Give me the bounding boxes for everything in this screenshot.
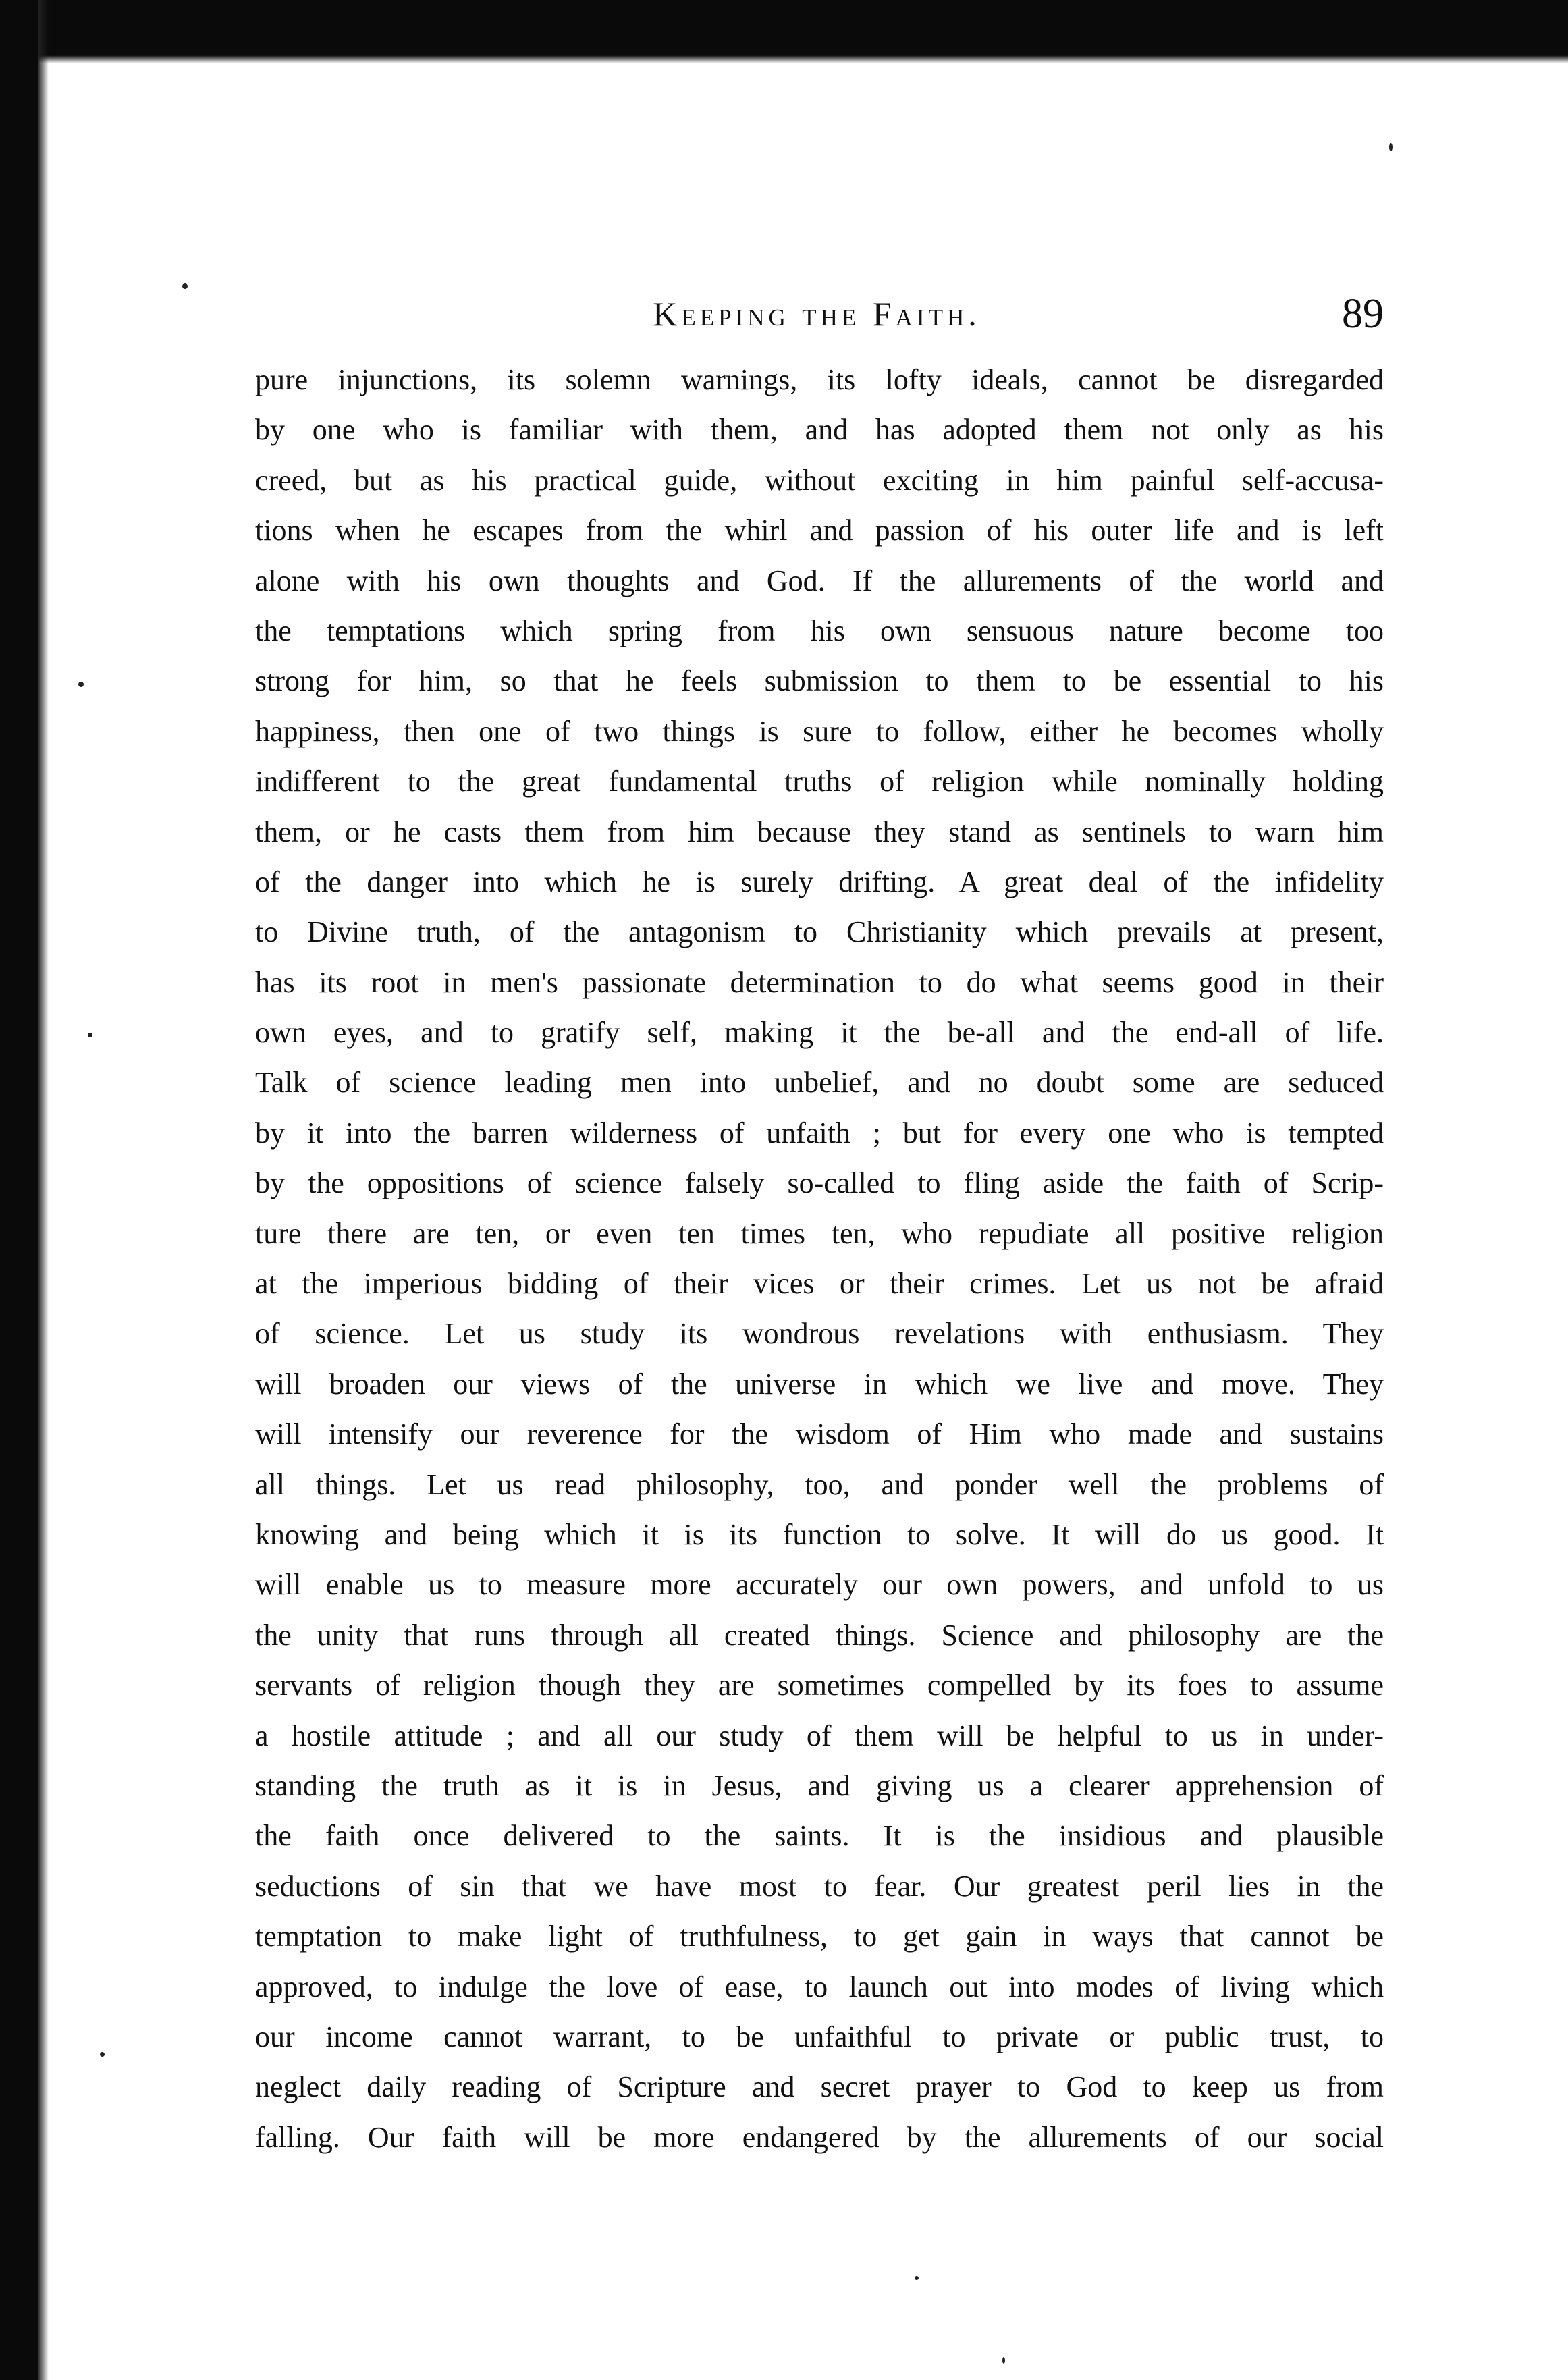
text-line: will enable us to measure more accurately our own powers, and unfold to us (255, 1568, 1384, 1602)
scan-border-top (0, 0, 1568, 55)
text-line: Talk of science leading men into unbelief, and no doubt some are seduced (255, 1066, 1384, 1100)
text-line: knowing and being which it is its function to solve. It will do us good. It (255, 1517, 1384, 1551)
running-head-title: Keeping the Faith. (653, 295, 981, 333)
text-line: servants of religion though they are sometimes compelled by its foes to assume (255, 1669, 1384, 1702)
text-line: pure injunctions, its solemn warnings, its lofty ideals, cannot be disregarded (255, 363, 1384, 396)
text-line: strong for him, so that he feels submission to them to be essential to his (255, 664, 1384, 698)
text-line: all things. Let us read philosophy, too, and ponder well the problems of (255, 1467, 1384, 1501)
text-line: the faith once delivered to the saints. It is the insidious and plausible (255, 1819, 1384, 1853)
text-line: standing the truth as it is in Jesus, and giving us a clearer apprehension of (255, 1768, 1384, 1802)
text-line: tions when he escapes from the whirl and passion of his outer life and is left (255, 514, 1384, 547)
text-line: by it into the barren wilderness of unfaith ; but for every one who is tempted (255, 1116, 1384, 1150)
text-line: them, or he casts them from him because they stand as sentinels to warn him (255, 815, 1384, 848)
text-line: temptation to make light of truthfulness, to get gain in ways that cannot be (255, 1920, 1384, 1953)
scan-speck (915, 2276, 919, 2280)
scan-speck (88, 1033, 92, 1037)
text-line: by one who is familiar with them, and has adopted them not only as his (255, 413, 1384, 447)
scan-speck (1002, 2357, 1005, 2364)
text-line: the temptations which spring from his own sensuous nature become too (255, 614, 1384, 647)
text-line: to Divine truth, of the antagonism to Christianity which prevails at present, (255, 915, 1384, 949)
text-line: of the danger into which he is surely drifting. A great deal of the infidelity (255, 865, 1384, 898)
page-number: 89 (1342, 291, 1384, 337)
scan-border-left (0, 0, 38, 2380)
text-line: has its root in men's passionate determination to do what seems good in their (255, 965, 1384, 999)
text-line: the unity that runs through all created things. Science and philosophy are the (255, 1618, 1384, 1652)
text-line: will broaden our views of the universe in which we live and move. They (255, 1367, 1384, 1401)
scan-speck (78, 682, 84, 687)
body-text (255, 355, 1384, 2163)
text-line: happiness, then one of two things is sure to follow, either he becomes wholly (255, 714, 1384, 748)
text-line: a hostile attitude ; and all our study of them will be helpful to us in under- (255, 1719, 1384, 1752)
text-line: ture there are ten, or even ten times ten, who repudiate all positive religion (255, 1216, 1384, 1250)
text-line: will intensify our reverence for the wisdom of Him who made and sustains (255, 1417, 1384, 1451)
running-head (250, 283, 1384, 344)
scan-border-left-fade (38, 0, 49, 2380)
scan-speck (100, 2052, 105, 2057)
text-line: falling. Our faith will be more endangered by the allurements of our social (255, 2120, 1384, 2154)
scan-speck (1389, 143, 1393, 151)
text-line: of science. Let us study its wondrous revelations with enthusiasm. They (255, 1317, 1384, 1351)
text-line: our income cannot warrant, to be unfaithful to private or public trust, to (255, 2020, 1384, 2053)
text-line: creed, but as his practical guide, without exciting in him painful self-accusa- (255, 463, 1384, 497)
text-line: neglect daily reading of Scripture and secret prayer to God to keep us from (255, 2070, 1384, 2104)
scan-speck (182, 283, 188, 289)
text-line: at the imperious bidding of their vices or their crimes. Let us not be afraid (255, 1267, 1384, 1301)
text-line: indifferent to the great fundamental truths of religion while nominally holding (255, 765, 1384, 799)
text-line: seductions of sin that we have most to fear. Our greatest peril lies in the (255, 1869, 1384, 1903)
text-line: own eyes, and to gratify self, making it the be-all and the end-all of life. (255, 1016, 1384, 1050)
scan-border-top-fade (0, 55, 1568, 63)
text-line: alone with his own thoughts and God. If the allurements of the world and (255, 564, 1384, 597)
text-line: approved, to indulge the love of ease, to launch out into modes of living which (255, 1970, 1384, 2003)
text-line: by the oppositions of science falsely so-called to fling aside the faith of Scrip- (255, 1166, 1384, 1200)
